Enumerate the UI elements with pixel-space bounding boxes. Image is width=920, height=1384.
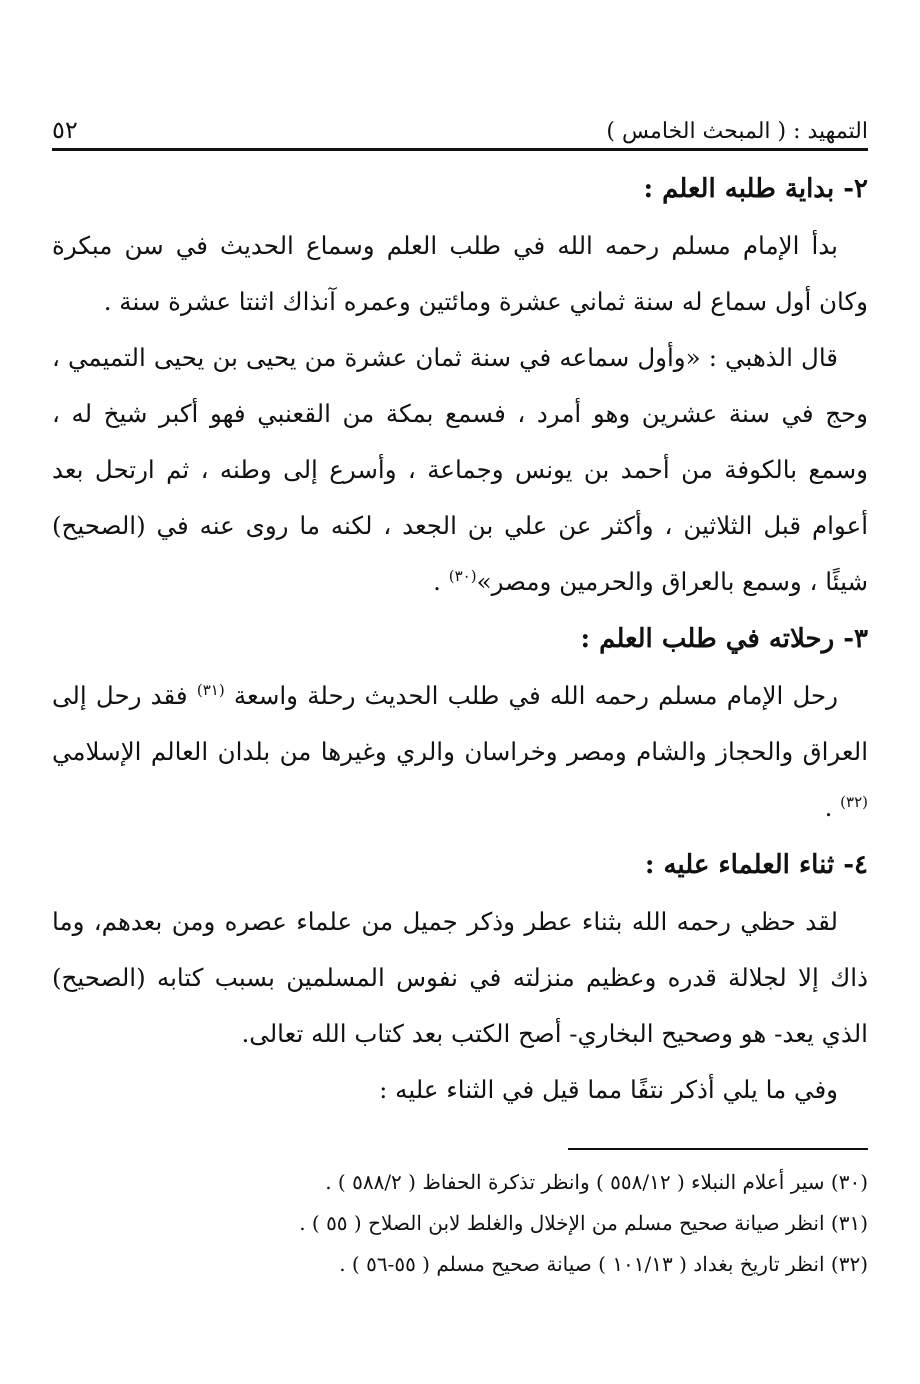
paragraph-tail: . [824, 793, 841, 822]
footnote-separator [568, 1148, 868, 1150]
paragraph-text: فقد رحل إلى العراق والحجاز والشام ومصر وخراسان والري وغيرها من بلدان العالم الإسلامي [52, 681, 868, 766]
section-heading-praise: ٤- ثناء العلماء عليه : [644, 850, 868, 880]
running-title: التمهيد : ( المبحث الخامس ) [606, 119, 868, 144]
paragraph-tail: . [433, 567, 449, 596]
footnote: (٣٢) انظر تاريخ بغداد ( ١٠١/١٣ ) صيانة صحيح مسلم ( ٥٥-٥٦ ) . [339, 1252, 868, 1276]
dhahabi-quote-paragraph [52, 330, 868, 610]
section-heading-start-of-study: ٢- بداية طلبه العلم : [643, 174, 868, 204]
footnote: (٣٠) سير أعلام النبلاء ( ٥٥٨/١٢ ) وانظر تذكرة الحفاظ ( ٥٨٨/٢ ) . [325, 1170, 868, 1194]
footnote: (٣١) انظر صيانة صحيح مسلم من الإخلال والغلط لابن الصلاح ( ٥٥ ) . [299, 1211, 868, 1235]
page-number: ٥٢ [52, 116, 78, 144]
page-header [52, 110, 868, 151]
quote-text: قال الذهبي : «وأول سماعه في سنة ثمان عشرة من يحيى بن يحيى التميمي ، وحج في سنة عشرين وهو أمرد ، فسمع بمكة من القعنبي فهو أكبر شيخ له ، وسمع بالكوفة من أحمد بن يونس وجماعة ، وأسرع إلى وطنه ، ثم ارتحل بعد أعوام قبل الثلاثين ، وأكثر عن علي بن الجعد ، لكنه ما روى عنه في (الصحيح) شيئًا ، وسمع بالعراق والحرمين ومصر» [52, 343, 868, 596]
paragraph-text: رحل الإمام مسلم رحمه الله في طلب الحديث رحلة واسعة [233, 681, 838, 710]
page-body [52, 160, 868, 1118]
paragraph: لقد حظي رحمه الله بثناء عطر وذكر جميل من علماء عصره ومن بعدهم، وما ذاك إلا لجلالة قدره وعظيم منزلته في نفوس المسلمين بسبب كتابه (الصحيح) الذي يعد- هو وصحيح البخاري- أصح الكتب بعد كتاب الله تعالى. [52, 907, 868, 1048]
paragraph: وفي ما يلي أذكر نتفًا مما قيل في الثناء عليه : [379, 1075, 838, 1104]
footnote-ref: (٣٢) [840, 792, 868, 811]
section-heading-travels: ٣- رحلاته في طلب العلم : [580, 624, 868, 654]
footnote-ref: (٣١) [196, 680, 225, 699]
paragraph: بدأ الإمام مسلم رحمه الله في طلب العلم وسماع الحديث في سن مبكرة وكان أول سماع له سنة ثماني عشرة ومائتين وعمره آنذاك اثنتا عشرة سنة . [52, 231, 868, 316]
travels-paragraph [52, 668, 868, 836]
footnote-ref: (٣٠) [448, 566, 477, 585]
footnotes [52, 1162, 868, 1285]
